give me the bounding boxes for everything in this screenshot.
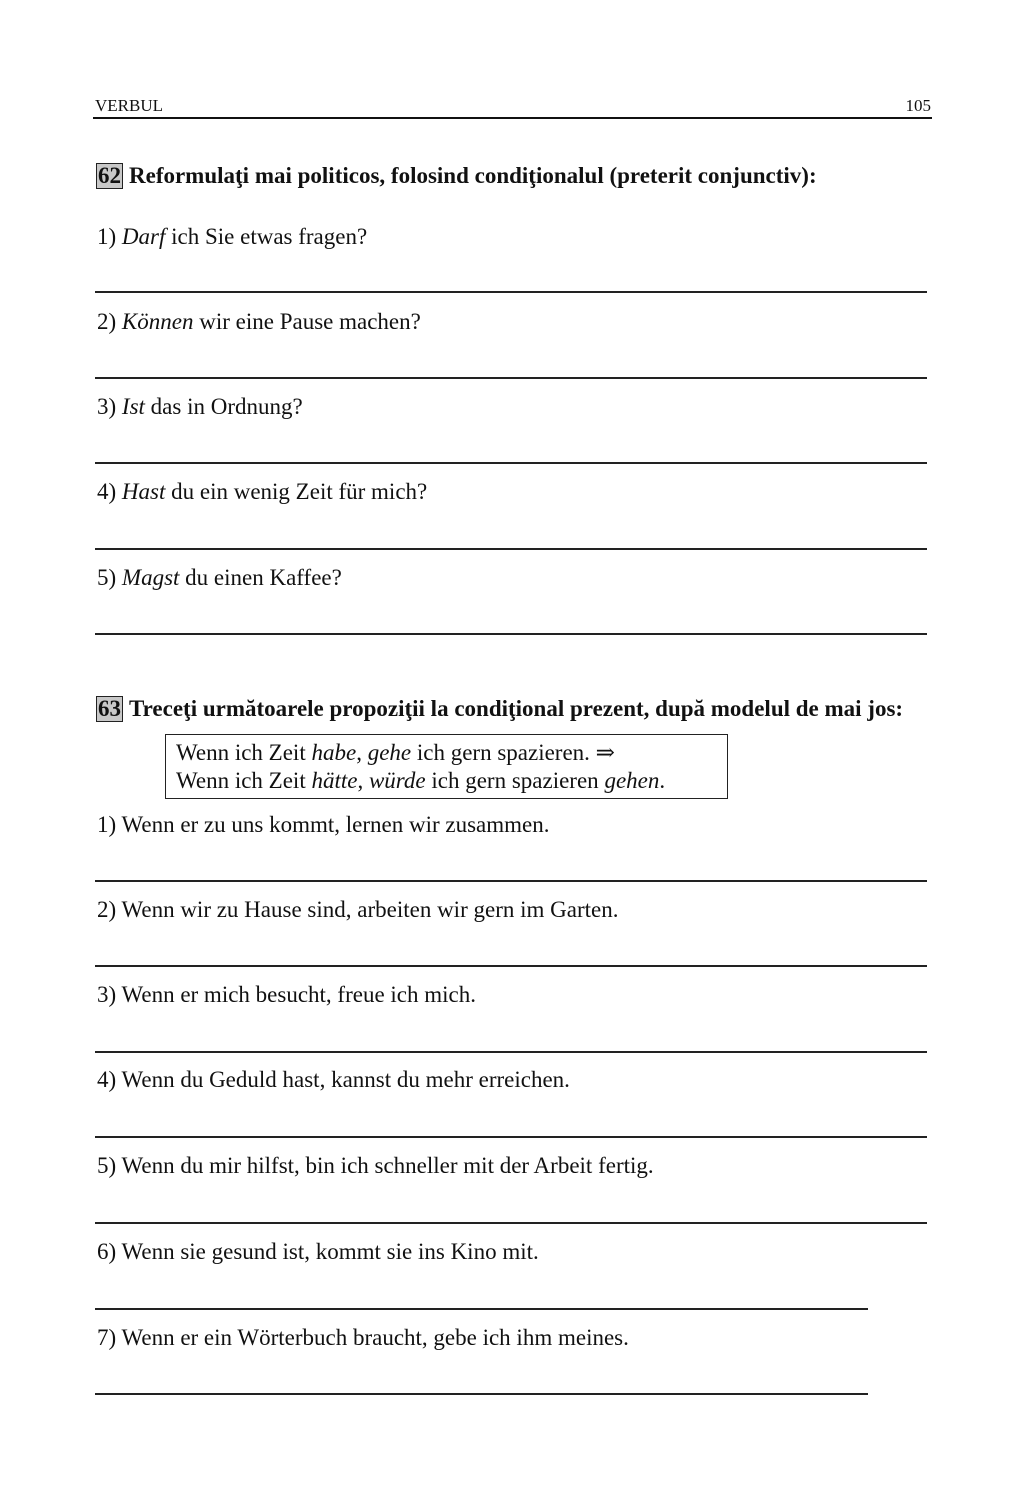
exercise-item: 5) Magst du einen Kaffee? [97,565,342,590]
answer-line[interactable] [95,965,927,967]
model-line-2: Wenn ich Zeit hätte, würde ich gern spazieren gehen. [176,768,666,793]
exercise-item: 6) Wenn sie gesund ist, kommt sie ins Kino mit. [97,1239,539,1264]
answer-line[interactable] [95,1136,927,1138]
exercise-instruction: Treceţi următoarele propoziţii la condiţional prezent, după modelul de mai jos: [129,696,904,721]
answer-line[interactable] [95,548,927,550]
exercise-instruction: Reformulaţi mai politicos, folosind condiţionalul (preterit conjunctiv): [129,163,817,188]
answer-line[interactable] [95,377,927,379]
answer-line[interactable] [95,291,927,293]
answer-line[interactable] [95,1222,927,1224]
exercise-item: 3) Ist das in Ordnung? [97,394,303,419]
answer-line[interactable] [95,1308,868,1310]
exercise-number-badge: 63 [98,696,121,721]
running-header-section: VERBUL [95,96,163,115]
model-line-1: Wenn ich Zeit habe, gehe ich gern spazieren. ⇒ [176,740,615,765]
exercise-item: 7) Wenn er ein Wörterbuch braucht, gebe ich ihm meines. [97,1325,629,1350]
answer-line[interactable] [95,1393,868,1395]
exercise-item: 4) Wenn du Geduld hast, kannst du mehr erreichen. [97,1067,570,1092]
exercise-63-heading [96,695,903,723]
exercise-62-heading [96,162,817,190]
exercise-item: 2) Können wir eine Pause machen? [97,309,421,334]
answer-line[interactable] [95,462,927,464]
exercise-number-badge: 62 [98,163,121,188]
exercise-item: 1) Darf ich Sie etwas fragen? [97,224,368,249]
page-number: 105 [905,96,931,115]
exercise-item: 2) Wenn wir zu Hause sind, arbeiten wir gern im Garten. [97,897,619,922]
model-example-box [165,734,728,799]
header-rule [93,117,932,119]
exercise-item: 3) Wenn er mich besucht, freue ich mich. [97,982,477,1007]
answer-line[interactable] [95,880,927,882]
exercise-item: 5) Wenn du mir hilfst, bin ich schneller mit der Arbeit fertig. [97,1153,654,1178]
answer-line[interactable] [95,633,927,635]
exercise-item: 4) Hast du ein wenig Zeit für mich? [97,479,428,504]
exercise-item: 1) Wenn er zu uns kommt, lernen wir zusammen. [97,812,550,837]
answer-line[interactable] [95,1051,927,1053]
